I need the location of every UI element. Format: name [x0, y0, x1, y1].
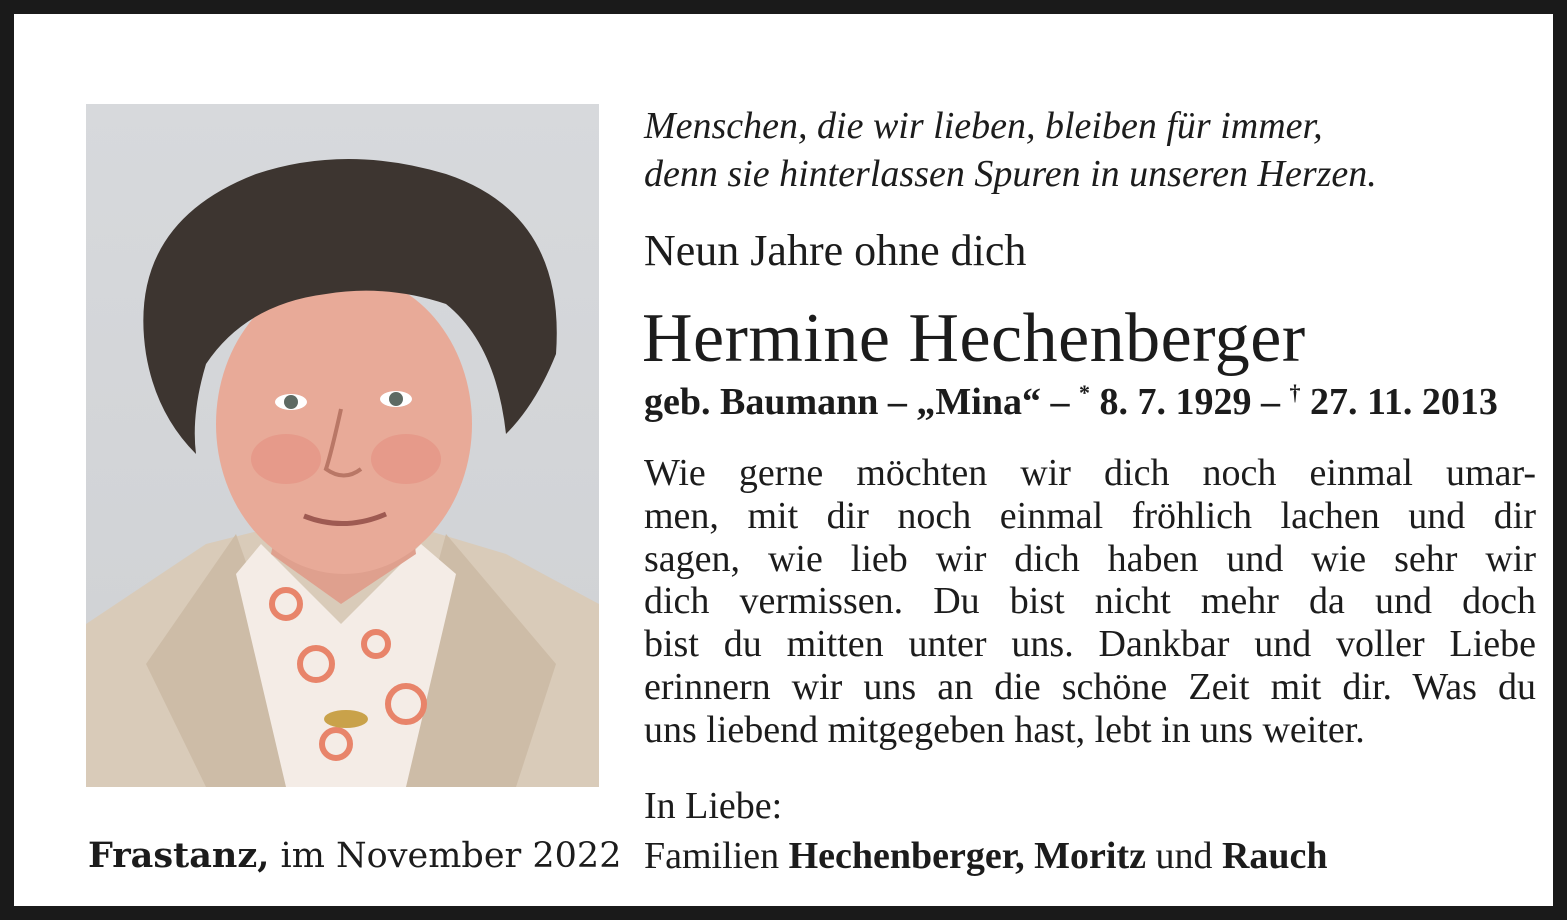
maiden-name: geb. Baumann	[644, 381, 879, 423]
death-date: 27. 11. 2013	[1300, 381, 1498, 423]
separator: –	[1251, 381, 1290, 423]
family-name: Rauch	[1221, 835, 1328, 877]
portrait-photo	[86, 104, 599, 787]
separator: –	[1040, 381, 1079, 423]
text-line: uns liebend mitgegeben hast, lebt in uns weiter.	[644, 708, 1365, 751]
quote-line: denn sie hinterlassen Spuren in unseren Herzen.	[644, 153, 1377, 195]
subtitle: Neun Jahre ohne dich	[644, 226, 1027, 275]
text-line: erinnern wir uns an die schöne Zeit mit dir. Was du	[644, 665, 1536, 708]
life-details	[644, 380, 1498, 424]
family-name: Hechenberger,	[788, 835, 1025, 877]
memorial-text	[644, 452, 1536, 752]
place-date: im November 2022	[269, 836, 622, 876]
separator: –	[878, 381, 917, 423]
connector: und	[1145, 835, 1222, 877]
text-line: men, mit dir noch einmal fröhlich lachen und dir	[644, 494, 1536, 537]
memorial-quote	[644, 102, 1544, 198]
birth-date: 8. 7. 1929	[1089, 381, 1252, 423]
quote-line: Menschen, die wir lieben, bleiben für immer,	[644, 105, 1323, 147]
spacer	[1025, 835, 1035, 877]
text-line: dich vermissen. Du bist nicht mehr da und doch	[644, 580, 1536, 623]
families-prefix: Familien	[644, 835, 789, 877]
text-line: sagen, wie lieb wir dich haben und wie sehr wir	[644, 537, 1536, 580]
nickname: „Mina“	[916, 381, 1041, 423]
signoff-label: In Liebe:	[644, 785, 783, 827]
place-town: Frastanz,	[88, 835, 270, 876]
portrait-illustration	[86, 104, 599, 787]
family-signature	[644, 834, 1328, 878]
place-and-date	[88, 834, 621, 878]
family-name: Moritz	[1034, 835, 1146, 877]
text-line: Wie gerne möchten wir dich noch einmal umar-	[644, 452, 1536, 494]
death-symbol: †	[1289, 380, 1301, 405]
text-line: bist du mitten unter uns. Dankbar und voller Liebe	[644, 623, 1536, 666]
birth-symbol: *	[1078, 380, 1090, 405]
deceased-name: Hermine Hechenberger	[642, 300, 1306, 377]
